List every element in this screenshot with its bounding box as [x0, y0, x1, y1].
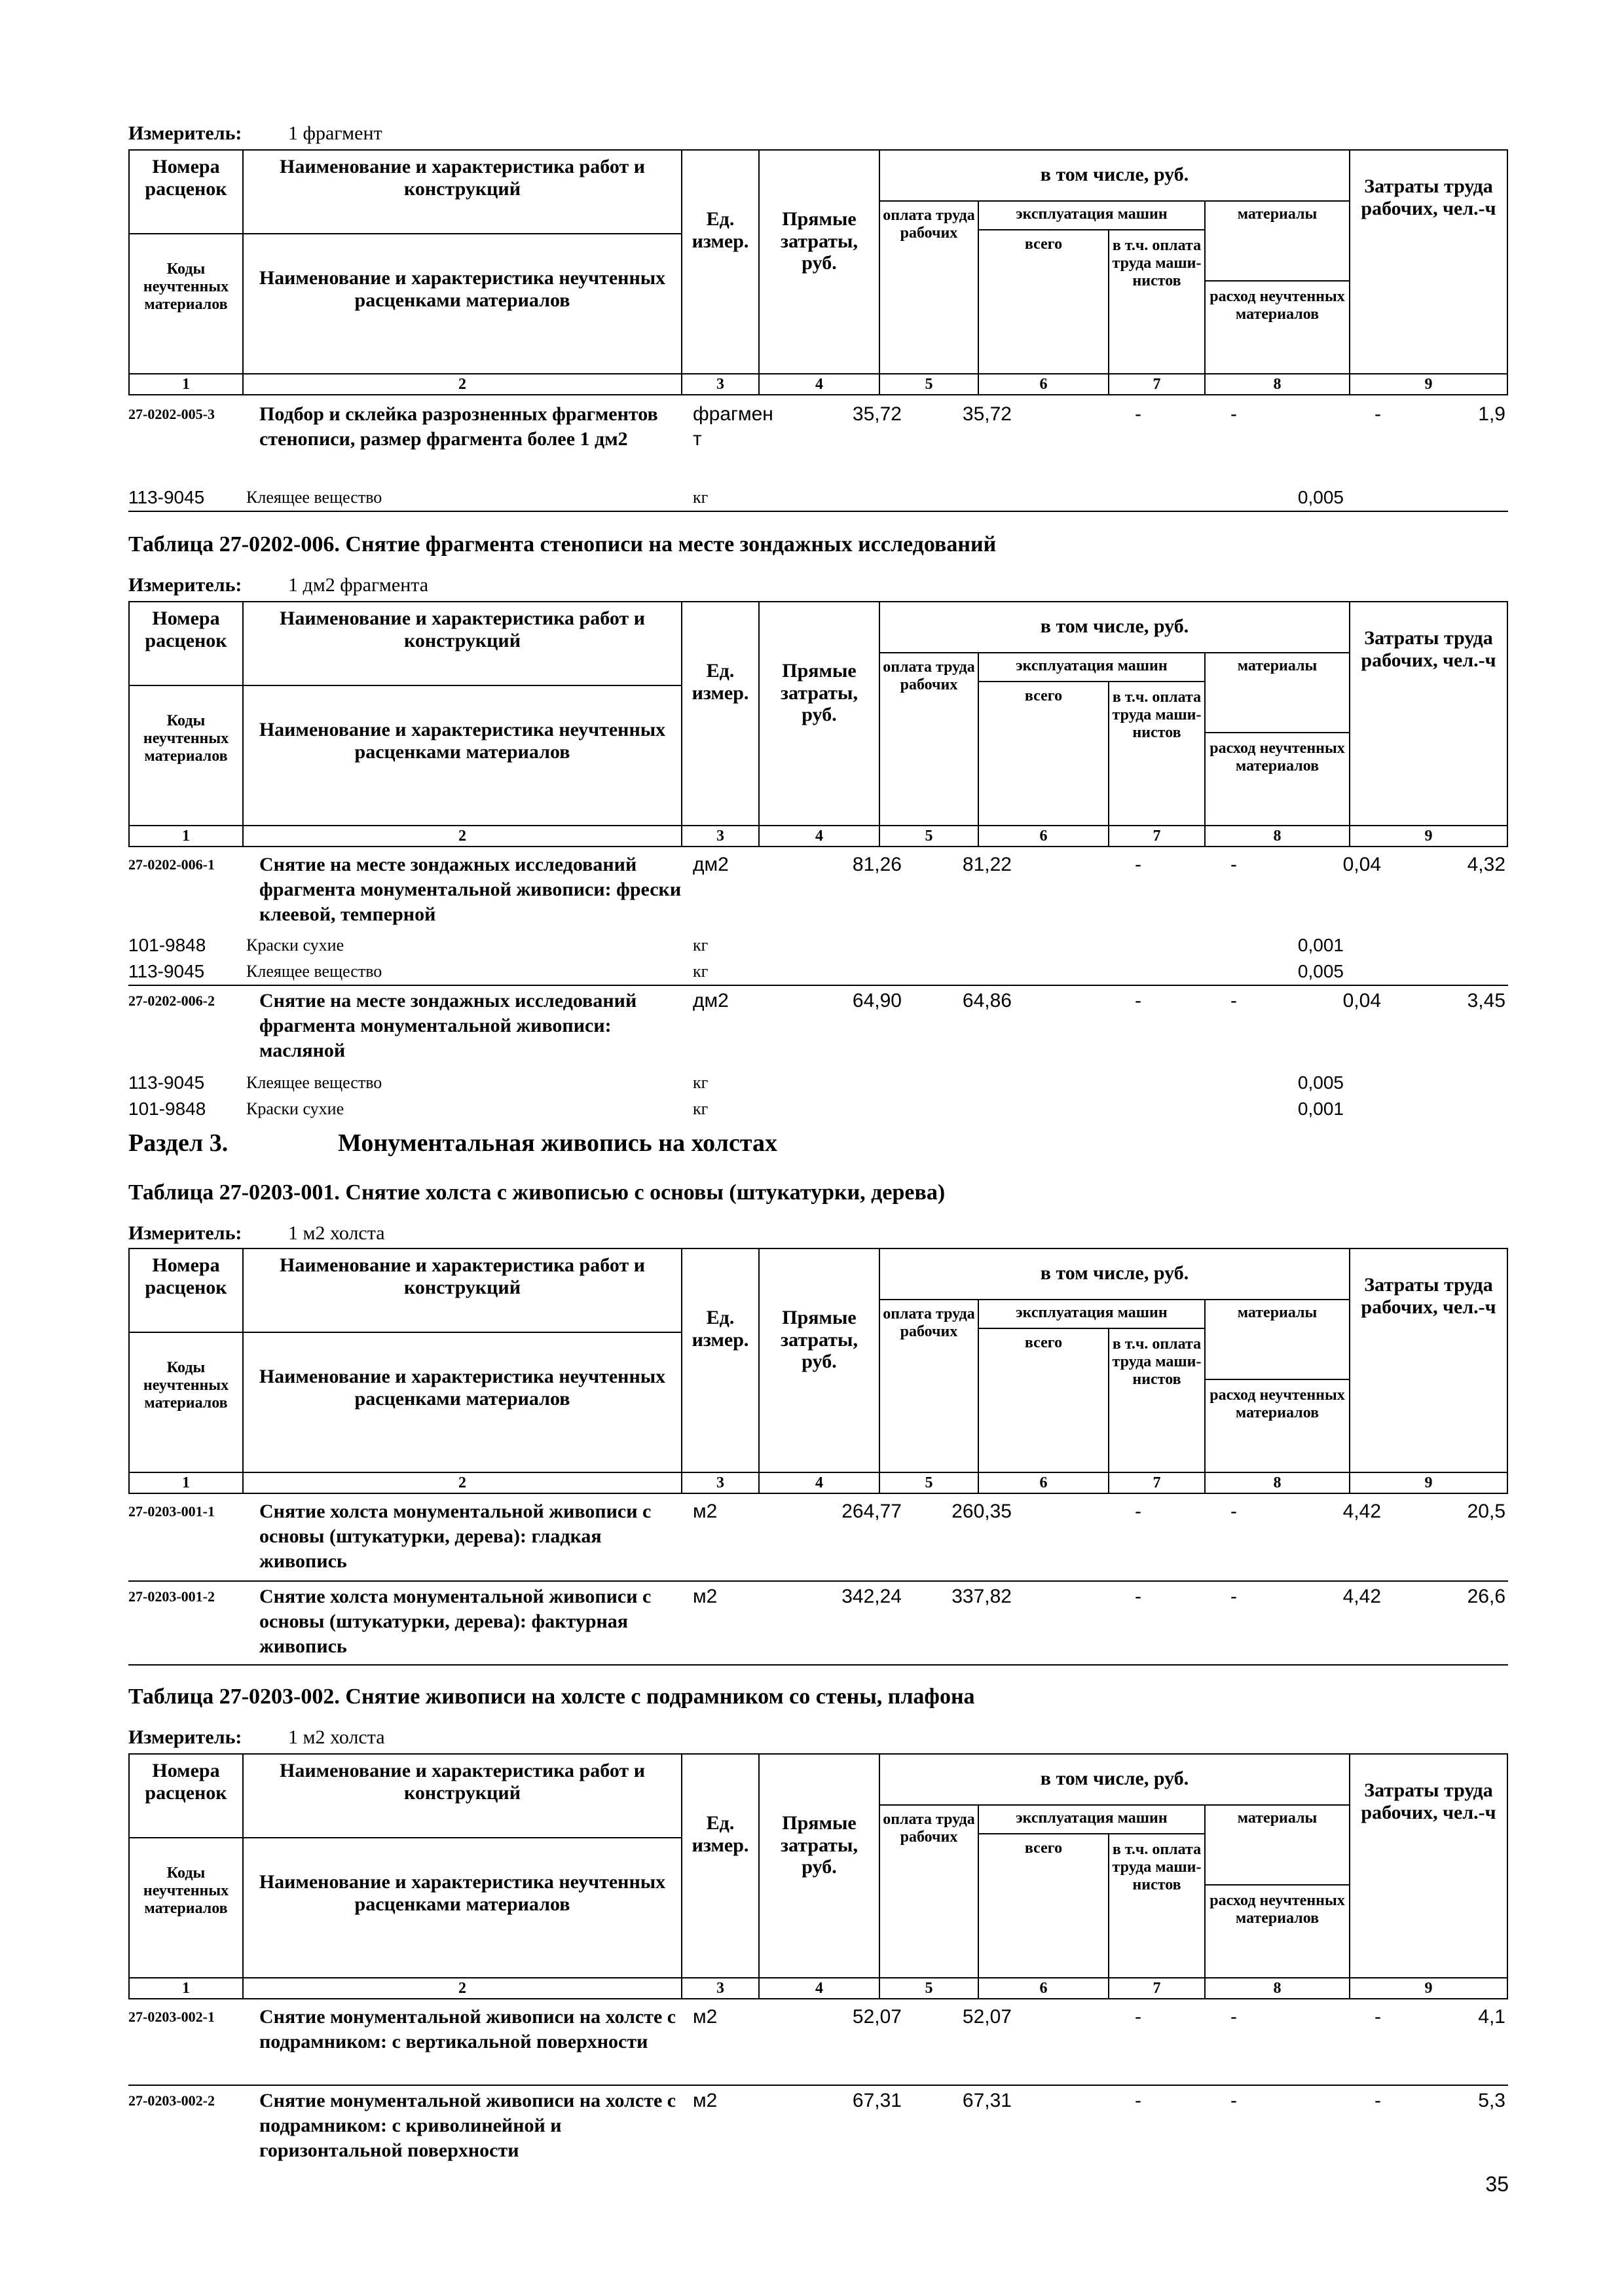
col-number: 5 — [925, 828, 933, 845]
col-number: 3 — [716, 376, 724, 393]
material-name: Клеящее вещество — [246, 488, 382, 507]
header-vsego: всего — [1024, 236, 1063, 253]
header-vtom: в том числе, руб. — [1040, 164, 1189, 185]
row-name: Снятие монументальной живописи на холсте с подрамником: с вертикальной поверхности — [259, 2006, 676, 2052]
row-name: Снятие монументальной живописи на холсте с подрамником: с криволинейной и горизонтальной поверхности — [259, 2090, 676, 2161]
table-header — [128, 601, 1508, 845]
measure-line — [128, 122, 382, 145]
col-number: 8 — [1273, 828, 1282, 845]
header-vsego: всего — [1024, 1334, 1063, 1351]
row-materialy: 0,04 — [1342, 854, 1381, 875]
table-header — [128, 1248, 1508, 1491]
material-name: Краски сухие — [246, 936, 344, 955]
col-number: 4 — [815, 376, 823, 393]
header-ed: Ед. измер. — [692, 1812, 749, 1856]
col-number: 4 — [815, 828, 823, 845]
divider — [128, 511, 1508, 512]
measure-line — [128, 1726, 385, 1749]
row-name: Снятие на месте зондажных исследований фрагмента монументальной живописи: фрески клеевой, темперной — [259, 854, 682, 925]
material-qty: 0,005 — [1297, 1072, 1344, 1093]
header-ekspl: эксплуатация машин — [1016, 1810, 1168, 1827]
header-kody: Коды неучтенных материалов — [143, 261, 229, 313]
header-vtom: в том числе, руб. — [1040, 615, 1189, 637]
col-number: 8 — [1273, 1980, 1282, 1997]
row-oplata: 67,31 — [962, 2090, 1012, 2111]
row-vtch: - — [1230, 854, 1237, 875]
table-title: Таблица 27-0203-002. Снятие живописи на холсте с подрамником со стены, плафона — [128, 1685, 975, 1709]
col-number: 7 — [1153, 376, 1161, 393]
section-heading — [128, 1127, 777, 1159]
measure-label: Измеритель: — [128, 1726, 242, 1748]
header-kody: Коды неучтенных материалов — [143, 1865, 229, 1917]
header-materialy: материалы — [1237, 657, 1318, 674]
row-zatraty: 4,1 — [1478, 2006, 1505, 2028]
material-code: 101-9848 — [128, 1099, 206, 1119]
row-vsego: - — [1135, 1501, 1141, 1522]
header-ekspl: эксплуатация машин — [1016, 1304, 1168, 1321]
header-pryamye: Прямые затраты, руб. — [781, 208, 858, 274]
measure-line — [128, 1222, 385, 1245]
header-vtch: в т.ч. оплата труда маши-нистов — [1112, 237, 1202, 289]
header-vtch: в т.ч. оплата труда маши-нистов — [1112, 1336, 1202, 1388]
material-name: Клеящее вещество — [246, 1073, 382, 1092]
col-number: 4 — [815, 1980, 823, 1997]
table-title: Таблица 27-0202-006. Снятие фрагмента стенописи на месте зондажных исследований — [128, 532, 997, 556]
header-nomera: Номера расценок — [145, 608, 227, 651]
header-vtom: в том числе, руб. — [1040, 1768, 1189, 1789]
measure-label: Измеритель: — [128, 1222, 242, 1244]
col-number: 7 — [1153, 1980, 1161, 1997]
header-pryamye: Прямые затраты, руб. — [781, 1812, 858, 1878]
header-naim: Наименование и характеристика работ и конструкций — [280, 156, 645, 200]
header-rashod: расход неучтенных материалов — [1209, 1387, 1345, 1421]
row-zatraty: 20,5 — [1467, 1501, 1505, 1522]
row-unit: м2 — [693, 2006, 718, 2028]
row-oplata: 81,22 — [962, 854, 1012, 875]
material-code: 101-9848 — [128, 935, 206, 955]
row-vtch: - — [1230, 990, 1237, 1011]
header-oplata: оплата труда рабочих — [883, 1811, 975, 1846]
material-unit: кг — [693, 488, 709, 507]
row-oplata: 260,35 — [951, 1501, 1012, 1522]
header-naim-mat: Наименование и характеристика неучтенных расценками материалов — [259, 1871, 666, 1915]
header-kody: Коды неучтенных материалов — [143, 712, 229, 765]
header-ed: Ед. измер. — [692, 1307, 749, 1351]
material-code: 113-9045 — [128, 1072, 205, 1093]
header-materialy: материалы — [1237, 1810, 1318, 1827]
header-kody: Коды неучтенных материалов — [143, 1359, 229, 1412]
material-row — [128, 1070, 1508, 1096]
row-vtch: - — [1230, 1501, 1237, 1522]
header-naim-mat: Наименование и характеристика неучтенных расценками материалов — [259, 267, 666, 311]
col-number: 6 — [1039, 1474, 1048, 1491]
row-zatraty: 1,9 — [1478, 403, 1505, 425]
header-vtch: в т.ч. оплата труда маши-нистов — [1112, 689, 1202, 741]
row-vsego: - — [1135, 2006, 1141, 2028]
col-number: 9 — [1424, 828, 1433, 845]
header-nomera: Номера расценок — [145, 156, 227, 200]
header-ed: Ед. измер. — [692, 660, 749, 704]
col-number: 5 — [925, 1474, 933, 1491]
row-oplata: 35,72 — [962, 403, 1012, 425]
row-pryamye: 342,24 — [841, 1586, 902, 1607]
row-pryamye: 52,07 — [852, 2006, 902, 2028]
header-rashod: расход неучтенных материалов — [1209, 1892, 1345, 1927]
header-vtom: в том числе, руб. — [1040, 1262, 1189, 1284]
row-code: 27-0202-006-2 — [128, 993, 215, 1009]
header-pryamye: Прямые затраты, руб. — [781, 660, 858, 726]
table-header — [128, 1753, 1508, 1997]
row-vsego: - — [1135, 403, 1141, 425]
header-oplata: оплата труда рабочих — [883, 207, 975, 242]
col-number: 9 — [1424, 1980, 1433, 1997]
header-oplata: оплата труда рабочих — [883, 659, 975, 693]
row-unit: дм2 — [693, 854, 729, 875]
row-unit: дм2 — [693, 990, 729, 1011]
material-unit: кг — [693, 936, 709, 955]
row-zatraty: 4,32 — [1467, 854, 1505, 875]
material-row — [128, 958, 1508, 985]
material-qty: 0,001 — [1297, 1099, 1344, 1119]
col-number: 7 — [1153, 1474, 1161, 1491]
row-materialy: - — [1375, 403, 1381, 425]
row-unit: м2 — [693, 1501, 718, 1522]
material-name: Клеящее вещество — [246, 962, 382, 981]
header-ed: Ед. измер. — [692, 208, 749, 252]
material-qty: 0,005 — [1297, 961, 1344, 981]
header-pryamye: Прямые затраты, руб. — [781, 1307, 858, 1373]
header-materialy: материалы — [1237, 206, 1318, 223]
row-code: 27-0203-001-2 — [128, 1588, 215, 1605]
col-number: 4 — [815, 1474, 823, 1491]
row-vtch: - — [1230, 2090, 1237, 2111]
col-number: 1 — [182, 1474, 190, 1491]
header-zatraty: Затраты труда рабочих, чел.-ч — [1361, 1274, 1496, 1318]
col-number: 6 — [1039, 1980, 1048, 1997]
row-name: Снятие на месте зондажных исследований фрагмента монументальной живописи: масляной — [259, 990, 637, 1061]
col-number: 8 — [1273, 1474, 1282, 1491]
material-qty: 0,005 — [1297, 487, 1344, 507]
col-number: 2 — [458, 1980, 466, 1997]
col-number: 5 — [925, 376, 933, 393]
header-naim: Наименование и характеристика работ и конструкций — [280, 1254, 645, 1298]
row-pryamye: 35,72 — [852, 403, 902, 425]
row-vsego: - — [1135, 2090, 1141, 2111]
row-oplata: 64,86 — [962, 990, 1012, 1011]
row-vsego: - — [1135, 854, 1141, 875]
material-row — [128, 1096, 1508, 1122]
col-number: 2 — [458, 1474, 466, 1491]
table-header — [128, 149, 1508, 393]
row-unit: м2 — [693, 1586, 718, 1607]
col-number: 9 — [1424, 376, 1433, 393]
col-number: 1 — [182, 828, 190, 845]
col-number: 6 — [1039, 376, 1048, 393]
col-number: 6 — [1039, 828, 1048, 845]
row-name: Снятие холста монументальной живописи с основы (штукатурки, дерева): гладкая живопись — [259, 1501, 652, 1572]
row-code: 27-0202-006-1 — [128, 856, 215, 873]
divider — [128, 1664, 1508, 1666]
header-ekspl: эксплуатация машин — [1016, 206, 1168, 223]
header-oplata: оплата труда рабочих — [883, 1305, 975, 1340]
row-pryamye: 264,77 — [841, 1501, 902, 1522]
col-number: 2 — [458, 376, 466, 393]
row-zatraty: 3,45 — [1467, 990, 1505, 1011]
table-title: Таблица 27-0203-001. Снятие холста с живописью с основы (штукатурки, дерева) — [128, 1180, 946, 1205]
col-number: 3 — [716, 828, 724, 845]
measure-label: Измеритель: — [128, 574, 242, 596]
header-vtch: в т.ч. оплата труда маши-нистов — [1112, 1841, 1202, 1893]
row-materialy: - — [1375, 2090, 1381, 2111]
header-naim-mat: Наименование и характеристика неучтенных расценками материалов — [259, 719, 666, 763]
col-number: 5 — [925, 1980, 933, 1997]
header-rashod: расход неучтенных материалов — [1209, 740, 1345, 774]
section-label: Раздел 3. — [128, 1129, 229, 1157]
section-title: Монументальная живопись на холстах — [338, 1129, 777, 1157]
row-vtch: - — [1230, 1586, 1237, 1607]
row-zatraty: 5,3 — [1478, 2090, 1505, 2111]
header-rashod: расход неучтенных материалов — [1209, 288, 1345, 323]
row-materialy: 4,42 — [1342, 1586, 1381, 1607]
col-number: 9 — [1424, 1474, 1433, 1491]
measure-value: 1 м2 холста — [288, 1726, 385, 1748]
material-unit: кг — [693, 1073, 709, 1092]
col-number: 3 — [716, 1980, 724, 1997]
row-oplata: 52,07 — [962, 2006, 1012, 2028]
col-number: 3 — [716, 1474, 724, 1491]
material-code: 113-9045 — [128, 961, 205, 981]
row-pryamye: 64,90 — [852, 990, 902, 1011]
header-zatraty: Затраты труда рабочих, чел.-ч — [1361, 175, 1496, 219]
col-number: 2 — [458, 828, 466, 845]
material-qty: 0,001 — [1297, 935, 1344, 955]
row-materialy: 0,04 — [1342, 990, 1381, 1011]
row-code: 27-0203-002-2 — [128, 2092, 215, 2109]
row-vtch: - — [1230, 403, 1237, 425]
header-nomera: Номера расценок — [145, 1760, 227, 1804]
row-vsego: - — [1135, 990, 1141, 1011]
row-unit: м2 — [693, 2090, 718, 2111]
row-code: 27-0202-005-3 — [128, 406, 215, 422]
row-name: Подбор и склейка разрозненных фрагментов стенописи, размер фрагмента более 1 дм2 — [259, 403, 658, 450]
header-naim-mat: Наименование и характеристика неучтенных расценками материалов — [259, 1366, 666, 1410]
row-materialy: 4,42 — [1342, 1501, 1381, 1522]
header-naim: Наименование и характеристика работ и конструкций — [280, 1760, 645, 1804]
measure-value: 1 м2 холста — [288, 1222, 385, 1244]
header-vsego: всего — [1024, 687, 1063, 704]
header-nomera: Номера расценок — [145, 1254, 227, 1298]
row-oplata: 337,82 — [951, 1586, 1012, 1607]
row-code: 27-0203-001-1 — [128, 1503, 215, 1520]
col-number: 1 — [182, 376, 190, 393]
row-code: 27-0203-002-1 — [128, 2009, 215, 2025]
divider — [128, 2085, 1508, 2086]
col-number: 7 — [1153, 828, 1161, 845]
header-vsego: всего — [1024, 1840, 1063, 1857]
divider — [128, 985, 1508, 986]
col-number: 8 — [1273, 376, 1282, 393]
header-ekspl: эксплуатация машин — [1016, 657, 1168, 674]
row-materialy: - — [1375, 2006, 1381, 2028]
header-zatraty: Затраты труда рабочих, чел.-ч — [1361, 1779, 1496, 1823]
row-unit: фрагмен т — [693, 403, 773, 450]
material-name: Краски сухие — [246, 1099, 344, 1118]
col-number: 1 — [182, 1980, 190, 1997]
measure-value: 1 фрагмент — [288, 122, 382, 144]
header-zatraty: Затраты труда рабочих, чел.-ч — [1361, 627, 1496, 671]
header-naim: Наименование и характеристика работ и конструкций — [280, 608, 645, 651]
material-unit: кг — [693, 1099, 709, 1118]
row-vsego: - — [1135, 1586, 1141, 1607]
material-unit: кг — [693, 962, 709, 981]
measure-value: 1 дм2 фрагмента — [288, 574, 429, 596]
divider — [128, 1580, 1508, 1582]
row-zatraty: 26,6 — [1467, 1586, 1505, 1607]
material-code: 113-9045 — [128, 487, 205, 507]
measure-label: Измеритель: — [128, 122, 242, 144]
row-pryamye: 67,31 — [852, 2090, 902, 2111]
material-row — [128, 484, 1508, 511]
header-materialy: материалы — [1237, 1304, 1318, 1321]
row-vtch: - — [1230, 2006, 1237, 2028]
page-number: 35 — [1485, 2172, 1509, 2196]
row-pryamye: 81,26 — [852, 854, 902, 875]
material-row — [128, 932, 1508, 958]
row-name: Снятие холста монументальной живописи с основы (штукатурки, дерева): фактурная живопись — [259, 1586, 652, 1657]
measure-line — [128, 574, 429, 597]
